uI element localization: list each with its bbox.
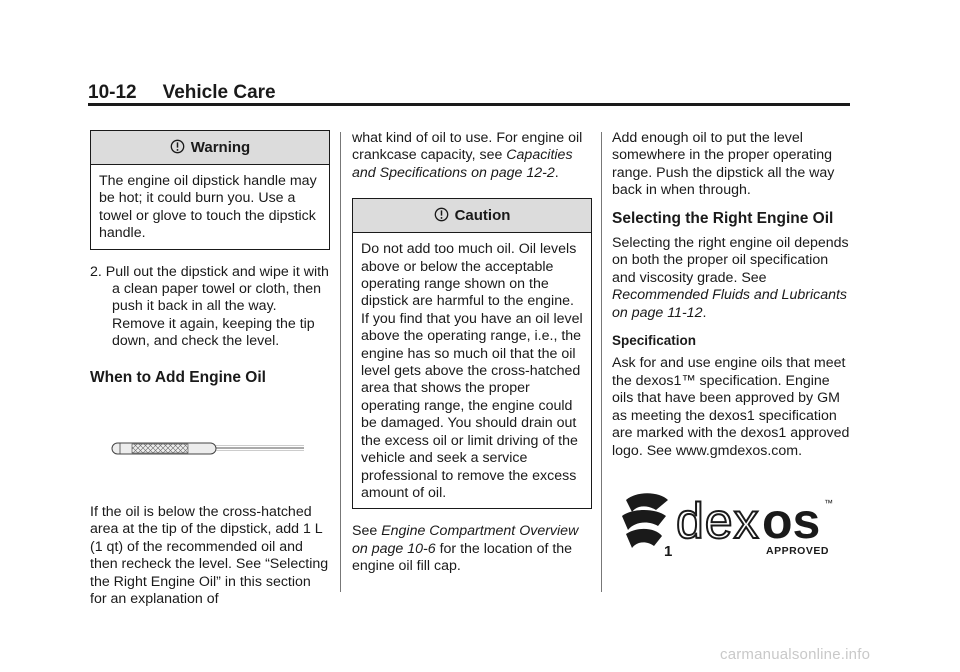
warning-text: The engine oil dipstick handle may be hot; it could burn you. Use a towel or glove to touch the dipstick handle.: [99, 173, 317, 242]
watermark: carmanualsonline.info: [720, 646, 871, 663]
heading-when-to-add-oil: When to Add Engine Oil: [90, 368, 266, 386]
text-span: for the location of the engine oil fill cap.: [352, 540, 573, 575]
caution-header: [353, 199, 591, 233]
page-number: 10-12: [88, 82, 137, 103]
caution-text: Do not add too much oil. Oil levels above or below the acceptable operating range shown on the dipstick are harmful to the engine. If you find that you have an oil level above the operating range, i.e., the engine has so much oil that the oil level gets above the cross-hatched area that shows the proper operating range, the engine could be damaged. You should drain out the excess oil or limit driving of the vehicle and seek a service professional to remove the excess amount of oil.: [361, 241, 583, 501]
warning-symbol-icon: [170, 139, 185, 154]
step-2: 2. Pull out the dipstick and wipe it with a clean paper towel or cloth, then push it back in all the way. Remove it again, keeping the tip down, and check the level.: [90, 263, 329, 350]
logo-trademark: ™: [824, 497, 833, 508]
column-divider-2: [601, 132, 602, 592]
caution-body: [353, 233, 591, 508]
dipstick-illustration: [108, 438, 308, 458]
paragraph-fill-cap: [352, 523, 592, 575]
warning-title: Warning: [190, 139, 251, 156]
warning-box: [90, 130, 330, 250]
caution-box: [352, 198, 592, 509]
paragraph-oil-type: [352, 130, 592, 182]
logo-approved: APPROVED: [766, 544, 829, 557]
link-engine-compartment[interactable]: Engine Compartment Overview on page 10-6: [352, 523, 579, 557]
warning-header: [91, 131, 329, 165]
paragraph-dexos: Ask for and use engine oils that meet the dexos1™ specification. Engine oils that have been approved by GM as meeting the dexos1 specification are marked with the dexos1 approved logo. See www.gmdexos.com.: [612, 355, 850, 459]
text-span: .: [554, 164, 559, 181]
text-span: .: [702, 304, 707, 321]
warning-body: [91, 165, 329, 249]
subheading-specification: Specification: [612, 333, 697, 349]
caution-title: Caution: [454, 207, 511, 225]
caution-symbol-icon: [434, 207, 449, 222]
logo-wordmark-os: os: [762, 492, 821, 549]
link-recommended-fluids[interactable]: Recommended Fluids and Lubricants on page 11-12: [612, 287, 848, 321]
heading-selecting-oil: Selecting the Right Engine Oil: [612, 209, 834, 227]
column-divider-1: [340, 132, 341, 592]
dexos-logo: [616, 486, 848, 562]
page-header: [88, 82, 276, 104]
paragraph-add-oil: If the oil is below the cross-hatched area at the tip of the dipstick, add 1 L (1 qt) of the recommended oil and then recheck the level. See “Selecting the Right Engine Oil” in this section for an explanation of: [90, 504, 329, 608]
logo-number: 1: [664, 542, 673, 560]
paragraph-add-enough: Add enough oil to put the level somewhere in the proper operating range. Push the dipstick all the way back in when through.: [612, 130, 835, 199]
header-rule: [88, 103, 850, 106]
link-capacities[interactable]: Capacities and Specifications on page 12-2: [352, 147, 573, 181]
column-3: [612, 130, 854, 562]
text-span: See: [352, 523, 382, 540]
column-1: [90, 130, 330, 619]
text-span: what kind of oil to use. For engine oil crankcase capacity, see: [352, 130, 583, 164]
text-span: Selecting the right engine oil depends on both the proper oil specification and viscosity grade. See: [612, 235, 849, 286]
section-title: Vehicle Care: [162, 82, 276, 103]
column-2: [352, 130, 592, 586]
logo-wordmark-dex: dex: [676, 492, 760, 549]
paragraph-selecting: [612, 235, 854, 322]
